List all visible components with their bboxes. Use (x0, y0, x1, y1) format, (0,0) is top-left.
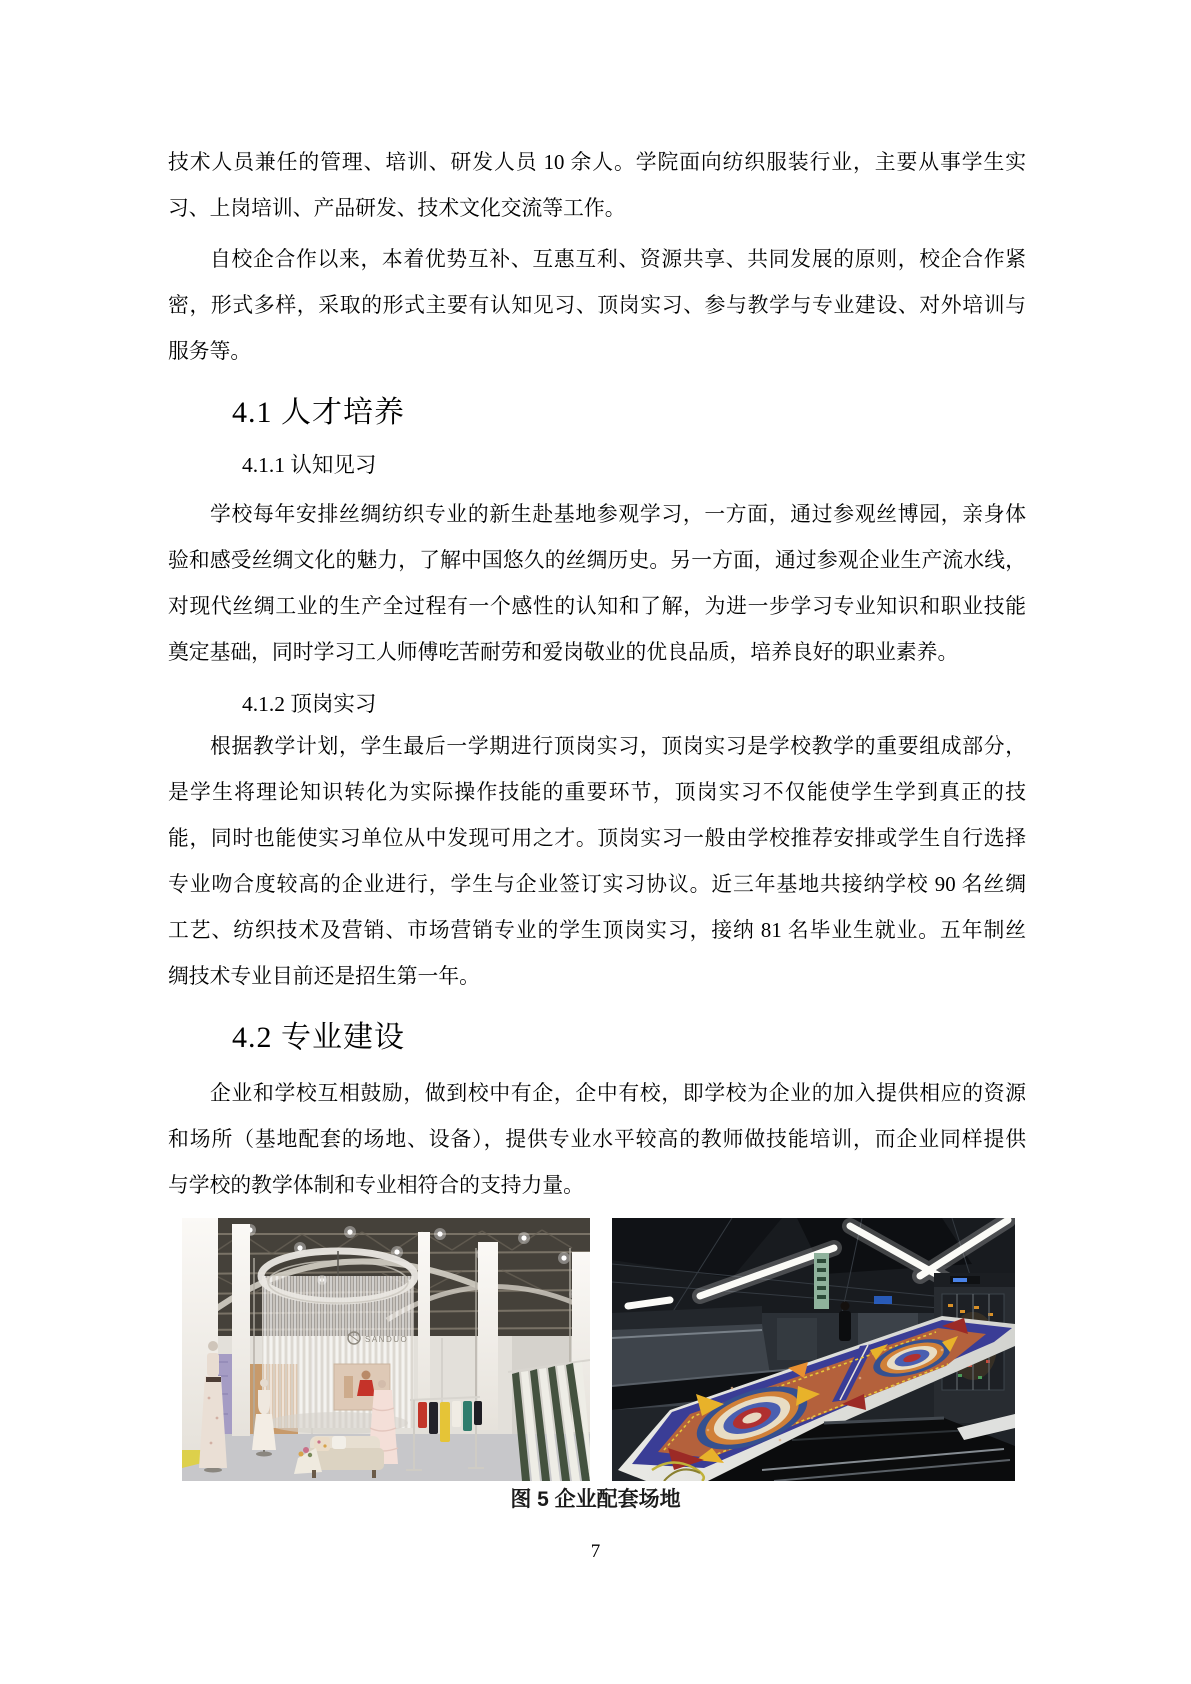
garment-teal (463, 1401, 472, 1431)
worker-silhouette (839, 1302, 851, 1342)
text-line: 是学生将理论知识转化为实际操作技能的重要环节，顶岗实习不仅能使学生学到真正的技 (168, 781, 1026, 804)
subsection-heading-4-1-2: 4.1.2 顶岗实习 (242, 692, 377, 716)
subsection-heading-4-1-1: 4.1.1 认知见习 (242, 453, 377, 477)
text-line: 对现代丝绸工业的生产全过程有一个感性的认知和了解，为进一步学习专业知识和职业技能 (168, 595, 1026, 618)
photo-exhibition-hall (182, 1218, 590, 1481)
section-heading-4-1: 4.1 人才培养 (232, 396, 405, 429)
photo-silk-printing-factory (612, 1218, 1015, 1481)
paragraph (168, 237, 1026, 375)
text-line: 工艺、纺织技术及营销、市场营销专业的学生顶岗实习，接纳 81 名毕业生就业。五年制丝 (168, 919, 1026, 942)
paragraph (168, 724, 1026, 1000)
section-heading-4-2: 4.2 专业建设 (232, 1021, 405, 1054)
text-line: 学校每年安排丝绸纺织专业的新生赴基地参观学习，一方面，通过参观丝博园，亲身体 (210, 503, 1026, 526)
text-line: 和场所（基地配套的场地、设备），提供专业水平较高的教师做技能培训，而企业同样提供 (168, 1128, 1026, 1151)
text-line: 技术人员兼任的管理、培训、研发人员 10 余人。学院面向纺织服装行业，主要从事学生实 (168, 151, 1026, 174)
figure-caption: 图 5 企业配套场地 (510, 1488, 681, 1511)
text-line: 能，同时也能使实习单位从中发现可用之才。顶岗实习一般由学校推荐安排或学生自行选择 (168, 827, 1026, 850)
garment-dark (474, 1401, 482, 1425)
text-line: 专业吻合度较高的企业进行，学生与企业签订实习协议。近三年基地共接纳学校 90 名丝绸 (168, 873, 1026, 896)
figure (0, 1218, 1191, 1481)
garment-red (418, 1402, 427, 1428)
text-line: 根据教学计划，学生最后一学期进行顶岗实习，顶岗实习是学校教学的重要组成部分， (210, 735, 1026, 758)
text-line: 服务等。 (168, 340, 252, 363)
brand-text: SANDUO (365, 1335, 409, 1344)
paragraph (168, 140, 1026, 232)
text-line: 绸技术专业目前还是招生第一年。 (168, 965, 480, 988)
text-line: 验和感受丝绸文化的魅力，了解中国悠久的丝绸历史。另一方面，通过参观企业生产流水线， (168, 549, 1026, 572)
printer-screen (953, 1278, 967, 1282)
text-line: 自校企合作以来，本着优势互补、互惠互利、资源共享、共同发展的原则，校企合作紧 (210, 248, 1026, 271)
paragraph (168, 1071, 1026, 1209)
garment-white (452, 1401, 461, 1427)
text-line: 习、上岗培训、产品研发、技术文化交流等工作。 (168, 197, 626, 220)
garment-black (429, 1402, 438, 1434)
text-line: 奠定基础，同时学习工人师傅吃苦耐劳和爱岗敬业的优良品质，培养良好的职业素养。 (168, 641, 959, 664)
text-line: 密，形式多样，采取的形式主要有认知见习、顶岗实习、参与教学与专业建设、对外培训与 (168, 294, 1026, 317)
text-line: 与学校的教学体制和专业相符合的支持力量。 (168, 1174, 584, 1197)
garment-yellow (440, 1402, 450, 1442)
paragraph (168, 492, 1026, 676)
page-number: 7 (590, 1541, 601, 1562)
text-line: 企业和学校互相鼓励，做到校中有企，企中有校，即学校为企业的加入提供相应的资源 (210, 1082, 1026, 1105)
